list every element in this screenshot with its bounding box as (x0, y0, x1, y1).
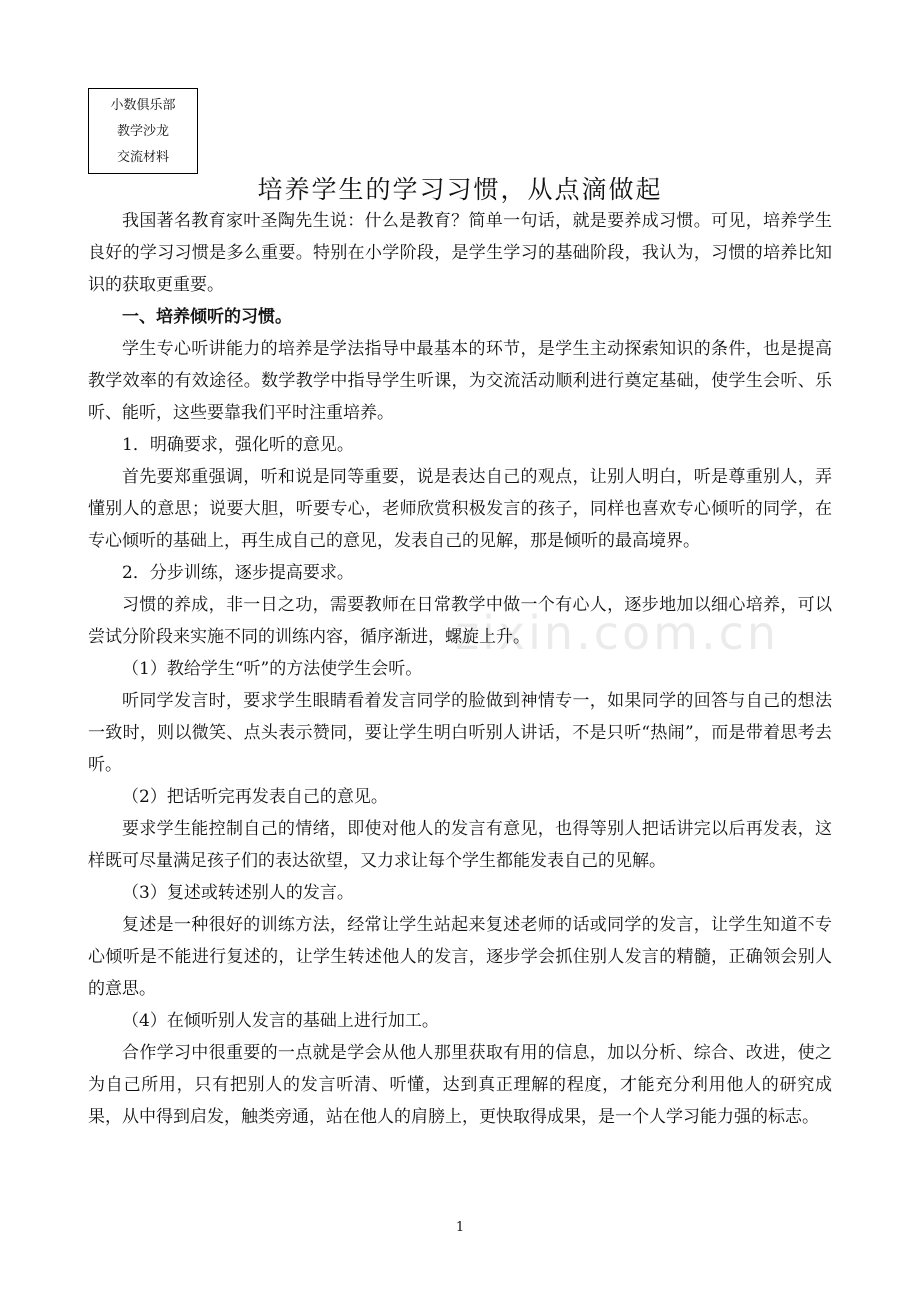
paragraph: 合作学习中很重要的一点就是学会从他人那里获取有用的信息，加以分析、综合、改进，使之为自己所用，只有把别人的发言听清、听懂，达到真正理解的程度，才能充分利用他人的研究成果，从中得到启发，触类旁通，站在他人的肩膀上，更快取得成果，是一个人学习能力强的标志。 (88, 1043, 832, 1127)
paragraph: 要求学生能控制自己的情绪，即使对他人的发言有意见，也得等别人把话讲完以后再发表，这样既可尽量满足孩子们的表达欲望，又力求让每个学生都能发表自己的见解。 (88, 819, 832, 871)
subheading: （4）在倾听别人发言的基础上进行加工。 (122, 1011, 439, 1031)
subheading: 1．明确要求，强化听的意见。 (122, 435, 354, 455)
stamp-line-3: 交流材料 (116, 150, 169, 165)
paragraph: 复述是一种很好的训练方法，经常让学生站起来复述老师的话或同学的发言，让学生知道不专心倾听是不能进行复述的，让学生转述他人的发言，逐步学会抓住别人发言的精髓，正确领会别人的意思。 (88, 915, 832, 999)
stamp-line-2: 教学沙龙 (116, 124, 169, 139)
document-body (88, 205, 832, 1133)
stamp-line-1: 小数俱乐部 (110, 98, 176, 113)
subheading: （1）教给学生“听”的方法使学生会听。 (122, 659, 423, 679)
paragraph: 学生专心听讲能力的培养是学法指导中最基本的环节，是学生主动探索知识的条件，也是提高教学效率的有效途径。数学教学中指导学生听课，为交流活动顺利进行奠定基础，使学生会听、乐听、能听，这些要靠我们平时注重培养。 (88, 339, 832, 423)
stamp-box (88, 88, 198, 174)
subheading: 2．分步训练，逐步提高要求。 (122, 563, 354, 583)
paragraph: 听同学发言时，要求学生眼睛看着发言同学的脸做到神情专一，如果同学的回答与自己的想法一致时，则以微笑、点头表示赞同，要让学生明白听别人讲话，不是只听“热闹”，而是带着思考去听。 (88, 691, 832, 775)
document-title: 培养学生的学习习惯，从点滴做起 (257, 175, 663, 204)
section-heading: 一、培养倾听的习惯。 (122, 307, 292, 327)
watermark: zixin.com.cn (455, 606, 780, 660)
subheading: （2）把话听完再发表自己的意见。 (122, 787, 388, 807)
subheading: （3）复述或转述别人的发言。 (122, 883, 354, 903)
paragraph: 习惯的养成，非一日之功，需要教师在日常教学中做一个有心人，逐步地加以细心培养，可以尝试分阶段来实施不同的训练内容，循序渐进，螺旋上升。 (88, 595, 832, 647)
paragraph: 首先要郑重强调，听和说是同等重要，说是表达自己的观点，让别人明白，听是尊重别人，弄懂别人的意思；说要大胆，听要专心，老师欣赏积极发言的孩子，同样也喜欢专心倾听的同学，在专心倾听的基础上，再生成自己的意见，发表自己的见解，那是倾听的最高境界。 (88, 467, 832, 551)
paragraph-intro: 我国著名教育家叶圣陶先生说：什么是教育？简单一句话，就是要养成习惯。可见，培养学生良好的学习习惯是多么重要。特别在小学阶段，是学生学习的基础阶段，我认为，习惯的培养比知识的获取更重要。 (88, 211, 832, 295)
page-number: 1 (455, 1220, 465, 1235)
